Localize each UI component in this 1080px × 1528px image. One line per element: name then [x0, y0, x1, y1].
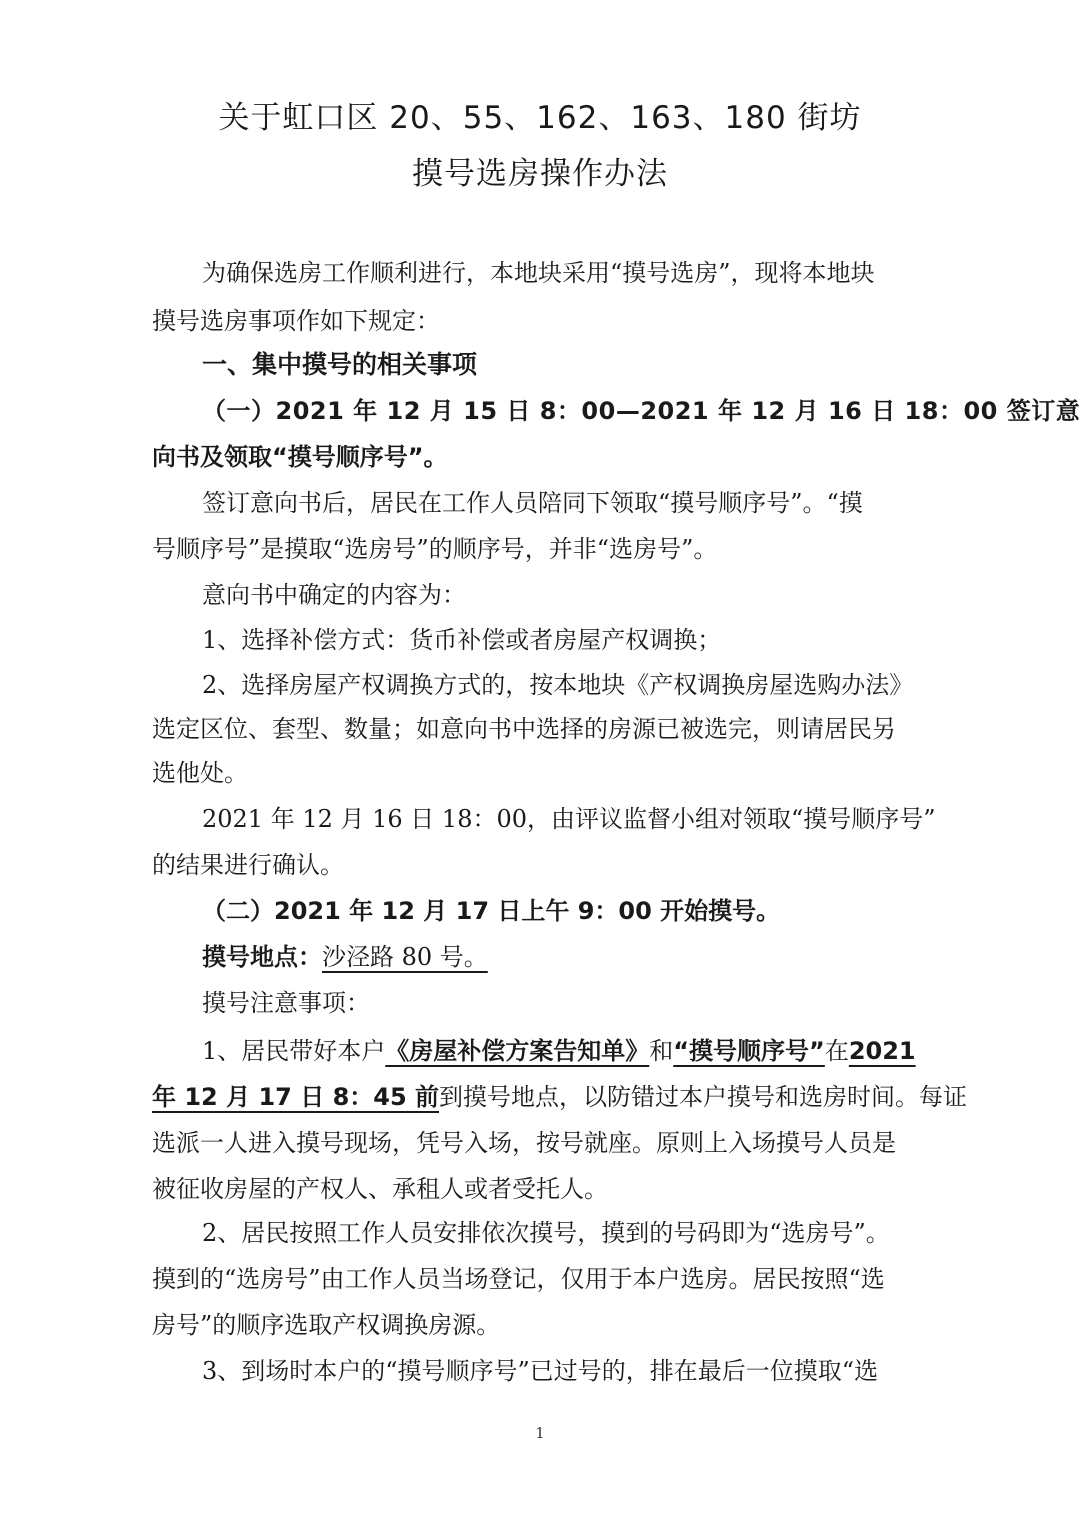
location-label: 摸号地点： — [202, 943, 322, 971]
notice-document-name: 《房屋补偿方案告知单》 — [385, 1037, 650, 1065]
subsection-heading: （二）2021 年 12 月 17 日上午 9：00 开始摸号。 — [202, 897, 781, 925]
list-item: 1、选择补偿方式：货币补偿或者房屋产权调换； — [202, 626, 722, 654]
paragraph-line: 选他处。 — [152, 759, 248, 787]
paragraph-line: 年 12 月 17 日 8：45 前到摸号地点，以防错过本户摸号和选房时间。每证 — [152, 1083, 968, 1111]
paragraph-line: 被征收房屋的产权人、承租人或者受托人。 — [152, 1175, 608, 1203]
paragraph-line: 号顺序号”是摸取“选房号”的顺序号，并非“选房号”。 — [152, 535, 718, 563]
paragraph-line: 意向书中确定的内容为： — [202, 581, 466, 609]
paragraph-line: 摸号选房事项作如下规定： — [152, 307, 440, 335]
paragraph-line: 房号”的顺序选取产权调换房源。 — [152, 1311, 501, 1339]
document-title-line-1: 关于虹口区 20、55、162、163、180 街坊 — [218, 100, 862, 136]
page-number: 1 — [535, 1424, 545, 1442]
subsection-heading: （一）2021 年 12 月 15 日 8：00—2021 年 12 月 16 日 18：00 签订意 — [202, 397, 1080, 425]
sequence-number-name: “摸号顺序号” — [673, 1037, 825, 1065]
document-title-line-2: 摸号选房操作办法 — [412, 156, 668, 192]
paragraph-line: 的结果进行确认。 — [152, 851, 344, 879]
subsection-heading-continued: 向书及领取“摸号顺序号”。 — [152, 443, 448, 471]
list-item: 2、选择房屋产权调换方式的，按本地块《产权调换房屋选购办法》 — [202, 671, 914, 699]
location-value: 沙泾路 80 号。 — [322, 943, 488, 971]
deadline-year: 2021 — [848, 1037, 916, 1065]
deadline-datetime: 年 12 月 17 日 8：45 前 — [152, 1083, 440, 1111]
list-item: 2、居民按照工作人员安排依次摸号，摸到的号码即为“选房号”。 — [202, 1219, 890, 1247]
section-heading: 一、集中摸号的相关事项 — [202, 350, 478, 379]
paragraph-line: 摸到的“选房号”由工作人员当场登记，仅用于本户选房。居民按照“选 — [152, 1265, 885, 1293]
paragraph-line: 2021 年 12 月 16 日 18：00，由评议监督小组对领取“摸号顺序号” — [202, 805, 936, 833]
paragraph-line: 签订意向书后，居民在工作人员陪同下领取“摸号顺序号”。“摸 — [202, 489, 863, 517]
paragraph-line: 为确保选房工作顺利进行，本地块采用“摸号选房”，现将本地块 — [202, 259, 875, 287]
paragraph-line: 摸号注意事项： — [202, 989, 370, 1017]
location-line — [202, 942, 488, 972]
list-item: 3、到场时本户的“摸号顺序号”已过号的，排在最后一位摸取“选 — [202, 1357, 879, 1385]
paragraph-line: 选定区位、套型、数量；如意向书中选择的房源已被选完，则请居民另 — [152, 715, 896, 743]
paragraph-line: 选派一人进入摸号现场，凭号入场，按号就座。原则上入场摸号人员是 — [152, 1129, 896, 1157]
list-item: 1、居民带好本户《房屋补偿方案告知单》和“摸号顺序号”在2021 — [202, 1037, 916, 1065]
